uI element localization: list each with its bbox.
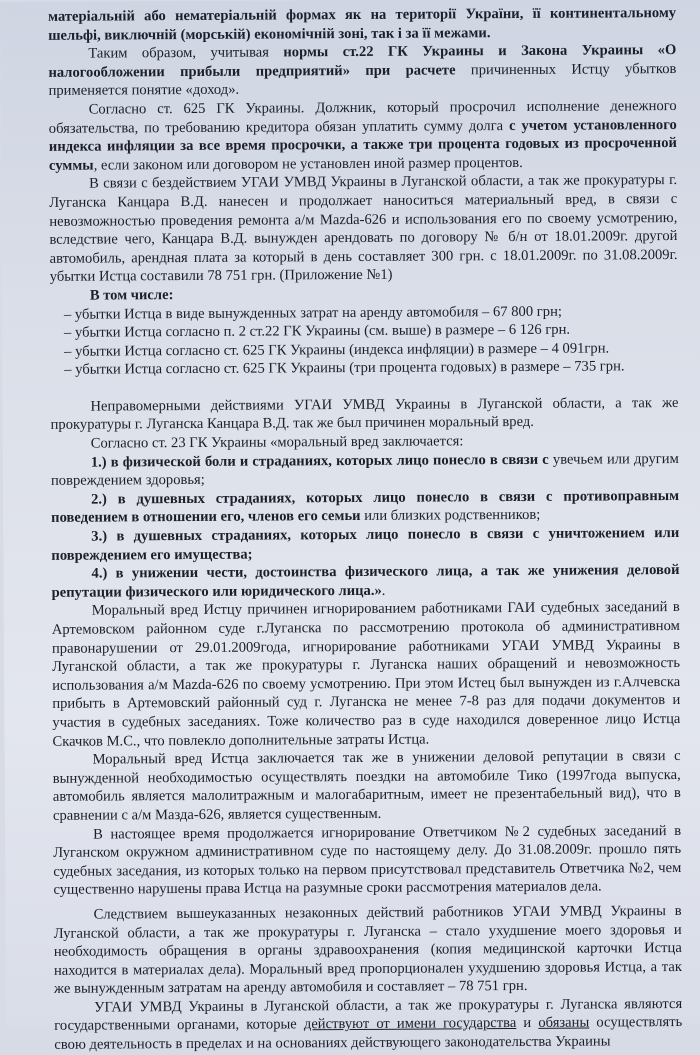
text-run: при расчете: [365, 62, 456, 79]
text-run: или близких родственников;: [360, 507, 541, 525]
paragraph-q6: [52, 598, 681, 751]
list-item: – убытки Истца согласно ст. 625 ГК Украины (три процента годовых) в размере – 735 грн.: [64, 358, 625, 379]
text-run: Моральный вред Истца заключается так же в унижении деловой репутации в связи с вынужденной необходимостью осуществлять поездки на автомобиле Тико (1997года выпуска, автомобиль является малолитражным и малогабаритным, имеет не презентабельный вид), что в сравнении с а/м Мазда-626, является существенным.: [52, 748, 681, 824]
paragraph-q3: [51, 487, 679, 528]
text-run: , если законом или договором не установлен иной размер процентов.: [93, 154, 523, 174]
text-run: и: [516, 1015, 539, 1032]
text-run: .: [381, 582, 386, 599]
text-run: В связи с бездействием УГАИ УМВД Украины в Луганской области, а так же прокуратуры г. Луганска Канцара В.Д. нанесен и продолжает наноситься материальный вред, в связи с невозможностью проведения ремонта а/м Mazda-626 и использования его по своему усмотрению, вследствие чего, Канцара В.Д. вынужден арендовать по договору № б/н от 18.01.2009г. другой автомобиль, арендная плата за который в день составляет 300 грн. с 18.01.2009г. по 31.08.2009г. убытки Истца составили 78 751 грн. (Приложение №1): [49, 172, 678, 286]
paragraph-p1: [48, 41, 676, 101]
text-run: Неправомерными действиями УГАИ УМВД Украины в Луганской области, а так же прокуратуры г. Луганска Канцара В.Д. так же был причинен моральный вред.: [50, 394, 679, 434]
text-run: УГАИ УМВД Украины в Луганской области, а так же прокуратуры г. Луганска являются государственными органами, которые: [54, 995, 683, 1035]
text-run: осуществлять свою деятельность в пределах и на основаниях действующего законодательства Украины: [54, 1014, 683, 1053]
losses-list: [50, 302, 678, 380]
list-item: – убытки Истца в виде вынужденных затрат на аренду автомобиля – 67 800 грн;: [63, 303, 562, 323]
text-run: В настоящее время продолжается игнорирование Ответчиком №2 судебных заседаний в Луганском окружном административном суде по настоящему делу. До 31.08.2009г. прошло пять судебных заседания, из которых только на первом присутствовал представитель Ответчика №2, чем существенно нарушены права Истца на разумные сроки рассмотрения материалов дела.: [53, 822, 682, 899]
text-run: нормы ст.22 ГК Украины и Закона Украины «О налогообложении прибыли предприятий»: [48, 42, 677, 81]
paragraph-q5: [51, 561, 679, 602]
text-run: 4.) в унижении чести, достоинства физического лица, а так же унижения деловой репутации физического или юридического лица.»: [51, 562, 680, 601]
text-run: 3.) в душевных страданиях, которых лицо понесло в связи с уничтожением или повреждением его имущества;: [51, 525, 680, 564]
text-run: увечьем или другим повреждением здоровья;: [50, 450, 679, 490]
document-body-top: [48, 4, 678, 287]
text-run: обязаны: [538, 1015, 590, 1032]
text-run: 2.) в душевных страданиях, которых лицо понесло в связи с противоправным поведением в отношении его, членов его семьи: [51, 487, 680, 527]
paragraph-p3: [49, 171, 678, 286]
text-run: с учетом установленного индекса инфляции за все время просрочки, а также три процента годовых из просроченной суммы: [48, 116, 677, 174]
paragraph-p0: [48, 4, 676, 45]
list-item: – убытки Истца согласно п. 2 ст.22 ГК Украины (см. выше) в размере – 6 126 грн.: [63, 321, 571, 341]
text-run: Согласно ст. 625 ГК Украины. Должник, который просрочил исполнение денежного обязательства, по требованию кредитора обязан уплатить сумму долга: [48, 97, 677, 137]
paragraph-q9: [54, 902, 683, 999]
text-run: причиненных Истцу убытков применяется понятие «доход».: [48, 60, 677, 100]
paragraph-p2: [49, 97, 677, 175]
text-run: [350, 63, 365, 79]
list-item: – убытки Истца согласно ст. 625 ГК Украины (индекса инфляции) в размере – 4 091грн.: [64, 340, 610, 360]
paragraph-q7: [53, 747, 681, 825]
text-run: Следствием вышеуказанных незаконных действий работников УГАИ УМВД Украины в Луганской области, а так же прокуратуры г. Луганска – стало ухудшение моего здоровья и необходимость обращения в органы здравоохранения (копия медицинской карточки Истца находится в материалах дела). Моральный вред пропорционален ухудшению здоровья Истца, а так же вынужденным затратам на аренду автомобиля и составляет – 78 751 грн.: [53, 902, 682, 998]
paragraph-q8: [53, 822, 681, 900]
text-run: Согласно ст. 23 ГК Украины «моральный вред заключается:: [90, 433, 464, 452]
document-body-bottom: [50, 376, 682, 1055]
paragraph-q0: [50, 394, 678, 435]
paragraph-q2: [51, 450, 679, 491]
text-run: 1.) в физической боли и страданиях, которых лицо понесло в связи с: [90, 451, 549, 471]
paragraph-q4: [51, 524, 679, 565]
text-run: матеріальній або нематеріальній формах як на території України, її континентальному шельфі, виключній (морській) економічній зоні, так і за її межами.: [48, 5, 677, 44]
text-run: действуют от имени государства: [303, 1015, 517, 1033]
text-run: Моральный вред Истцу причинен игнорированием работниками ГАИ судебных заседаний в Артемовском районном суде г.Луганска по рассмотрению протокола об административном правонарушении от 29.01.2009года, игнорирование работниками УГАИ УМВД Украины в Луганской области, а так же прокуратуры г. Луганска наших обращений и невозможность использования а/м Mazda-626 по своему усмотрению. При этом Истец был вынужден из г.Алчевска прибыть в Артемовский районный суд г. Луганска не менее 7-8 раз для подачи документов и участия в судебных заседаниях. Тоже количество раз в суде находился доверенное лицо Истца Скачков М.С., что повлекло дополнительные затраты Истца.: [51, 599, 681, 750]
text-run: Таким образом, учитывая: [88, 44, 284, 62]
list-heading: В том числе:: [89, 286, 174, 304]
